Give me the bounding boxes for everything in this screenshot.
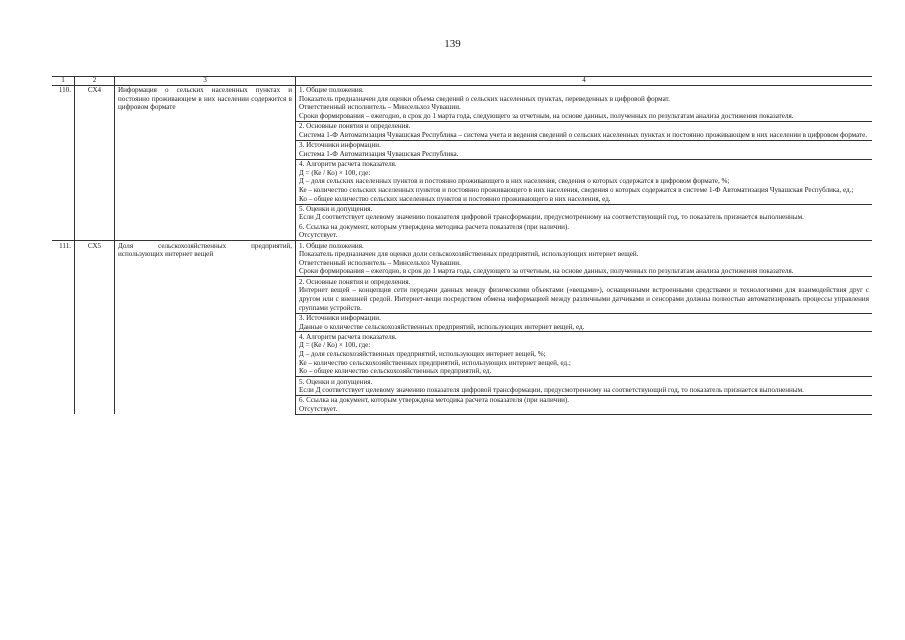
indicator-code: СХ5 (75, 241, 115, 415)
section-heading: 1. Общие положения. (299, 241, 364, 250)
section-assumptions (296, 204, 873, 222)
section-general (296, 241, 873, 277)
row-number: 111. (52, 241, 75, 415)
section-heading: 5. Оценки и допущения. (299, 204, 373, 213)
section-heading: 2. Основные понятия и определения. (299, 277, 411, 286)
indicators-table (52, 76, 872, 415)
section-general (296, 85, 873, 121)
section-text: Д – доля сельскохозяйственных предприятий, использующих интернет вещей, %; (299, 350, 546, 359)
section-definitions (296, 121, 873, 140)
section-sources (296, 140, 873, 159)
table-header-row (52, 77, 872, 86)
section-text: Отсутствует. (299, 405, 338, 414)
indicator-title: Доля сельскохозяйственных предприятий, использующих интернет вещей (115, 241, 296, 415)
section-sources (296, 313, 873, 332)
section-text: Сроки формирования – ежегодно, в срок до 1 марта года, следующего за отчетным, на основе данных, полученных по результатам анализа достижения показателя. (299, 267, 794, 276)
section-algorithm (296, 332, 873, 377)
header-col-3: 3 (115, 77, 296, 86)
section-text: Показатель предназначен для оценки доли сельскохозяйственных предприятий, использующих интернет вещей. (299, 250, 639, 259)
section-heading: 1. Общие положения. (299, 86, 364, 95)
indicator-title: Информация о сельских населенных пунктах и постоянно проживающем в них населении содержится в цифровом формате (115, 85, 296, 240)
section-heading: 2. Основные понятия и определения. (299, 122, 411, 131)
row-number: 110. (52, 85, 75, 240)
section-heading: 3. Источники информации. (299, 141, 381, 150)
section-reference (296, 222, 873, 240)
section-text: Если Д соответствует целевому значению показателя цифровой трансформации, предусмотренному на соответствующий год, то показатель признается выполненным. (299, 213, 804, 222)
section-text: Система 1-Ф Автоматизация Чувашская Республика. (299, 149, 459, 158)
section-text: Сроки формирования – ежегодно, в срок до 1 марта года, следующего за отчетным, на основе данных, полученных по результатам анализа достижения показателя. (299, 112, 794, 121)
section-assumptions (296, 377, 873, 396)
header-col-2: 2 (75, 77, 115, 86)
section-heading: 5. Оценки и допущения. (299, 377, 373, 386)
indicator-code: СХ4 (75, 85, 115, 240)
formula: Д = (Ке / Ко) × 100, где: (299, 341, 371, 350)
section-text: Отсутствует. (299, 231, 338, 240)
table-row (52, 241, 872, 277)
header-col-1: 1 (52, 77, 75, 86)
section-heading: 3. Источники информации. (299, 313, 381, 322)
table-row (52, 85, 872, 121)
header-col-4: 4 (296, 77, 873, 86)
section-text: Система 1-Ф Автоматизация Чувашская Республика – система учета и ведения сведений о сельских населенных пунктах и постоянно проживающем в них населении в цифровом формате. (299, 130, 868, 139)
section-text: Данные о количестве сельскохозяйственных предприятий, использующих интернет вещей, ед. (299, 322, 585, 331)
section-heading: 4. Алгоритм расчета показателя. (299, 332, 397, 341)
section-text: Если Д соответствует целевому значению показателя цифровой трансформации, предусмотренному на соответствующий год, то показатель признается выполненным. (299, 386, 804, 395)
formula: Д = (Ке / Ко) × 100, где: (299, 168, 371, 177)
section-text: Показатель предназначен для оценки объема сведений о сельских населенных пунктах, переведенных в цифровой формат. (299, 94, 670, 103)
section-text: Ко – общее количество сельскохозяйственных предприятий, ед. (299, 367, 492, 376)
section-definitions (296, 277, 873, 313)
section-heading: 6. Ссылка на документ, которым утверждена методика расчета показателя (при наличии). (299, 222, 570, 231)
section-text: Д – доля сельских населенных пунктов и постоянно проживающего в них населения, сведения о которых содержатся в цифровом формате, %; (299, 177, 730, 186)
section-text: Ко – общее количество сельских населенных пунктов и постоянно проживающего в них населения, ед. (299, 194, 611, 203)
section-text: Ответственный исполнитель – Минсельхоз Чувашии. (299, 258, 461, 267)
section-heading: 4. Алгоритм расчета показателя. (299, 160, 397, 168)
section-text: Ке – количество сельскохозяйственных предприятий, использующих интернет вещей, ед.; (299, 358, 571, 367)
section-algorithm (296, 159, 873, 204)
section-text: Ответственный исполнитель – Минсельхоз Чувашии. (299, 103, 461, 112)
section-reference (296, 396, 873, 415)
section-text: Ке – количество сельских населенных пунктов и постоянно проживающего в них населения, сведения о которых содержатся в системе 1-Ф Автоматизация Чувашская Республика, ед.; (299, 185, 854, 194)
section-heading: 6. Ссылка на документ, которым утверждена методика расчета показателя (при наличии). (299, 396, 570, 405)
page-number: 139 (444, 38, 461, 50)
section-text: Интернет вещей – концепция сети передачи данных между физическими объектами («вещами»), оснащенными встроенными средствами и технологиями для взаимодействия друг с другом или с внешней средой. Интернет-вещи посредством обмена информацией между различными датчиками и сенсорами должны полностью автоматизировать процессы управления группами устройств. (299, 286, 869, 312)
